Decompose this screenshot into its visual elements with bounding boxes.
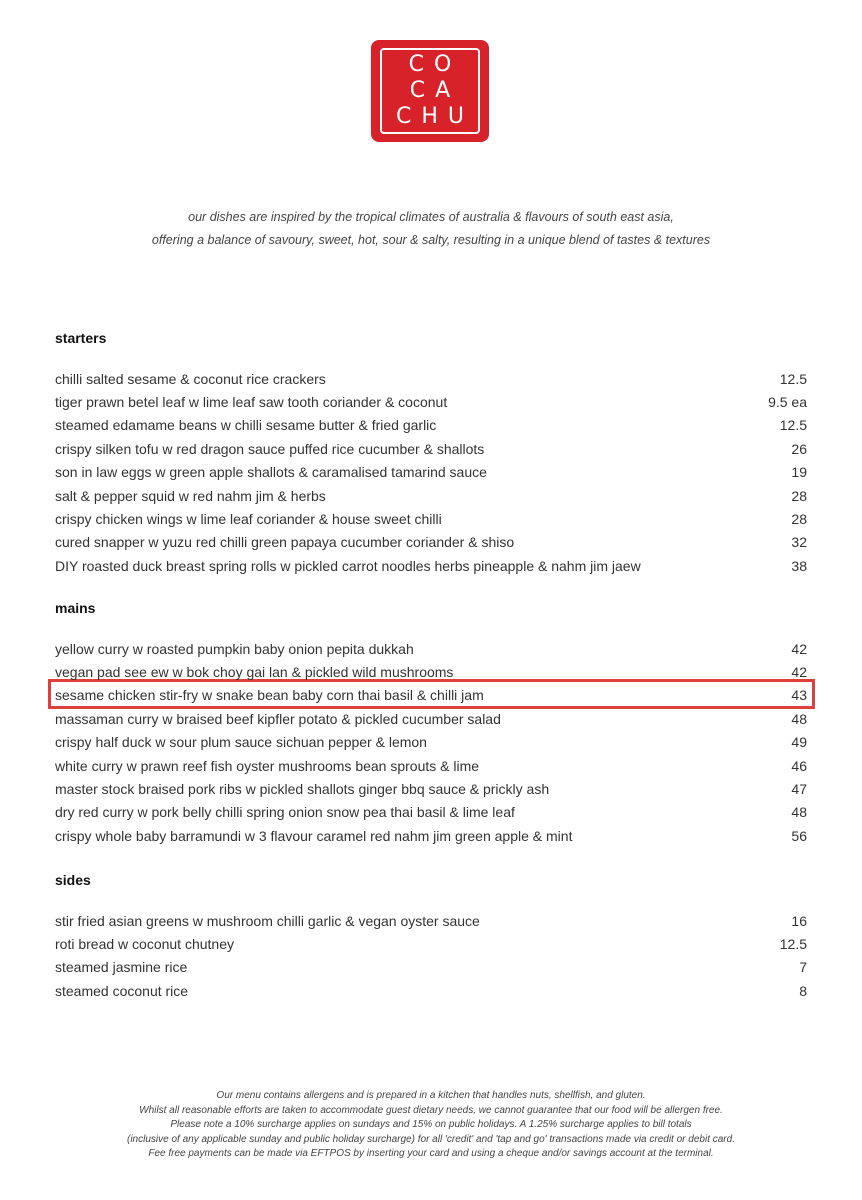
allergen-footer	[0, 1089, 862, 1162]
menu-item	[55, 932, 807, 955]
menu-item	[55, 660, 807, 683]
item-price: 48	[791, 804, 807, 821]
item-name: salt & pepper squid w red nahm jim & herbs	[55, 487, 326, 504]
item-price: 16	[791, 912, 807, 929]
item-name: steamed coconut rice	[55, 982, 189, 999]
menu-item	[55, 367, 807, 390]
menu-item	[55, 909, 807, 932]
item-name: steamed jasmine rice	[55, 959, 188, 976]
item-name: dry red curry w pork belly chilli spring onion snow pea thai basil & lime leaf	[55, 804, 515, 821]
item-price: 12.5	[779, 936, 807, 953]
item-name: cured snapper w yuzu red chilli green papaya cucumber coriander & shiso	[55, 534, 515, 551]
footer-line: Fee free payments can be made via EFTPOS by inserting your card and using a cheque and/or savings account at the terminal.	[148, 1148, 714, 1159]
menu-item	[55, 801, 807, 824]
starters-section	[55, 328, 807, 578]
item-name: stir fried asian greens w mushroom chilli garlic & vegan oyster sauce	[55, 912, 480, 929]
item-price: 19	[791, 464, 807, 481]
item-name: sesame chicken stir-fry w snake bean baby corn thai basil & chilli jam	[55, 687, 484, 704]
item-name: son in law eggs w green apple shallots & caramalised tamarind sauce	[55, 464, 487, 481]
menu-item	[55, 637, 807, 660]
section-title-mains: mains	[55, 600, 96, 616]
menu-item	[55, 777, 807, 800]
item-name: white curry w prawn reef fish oyster mushrooms bean sprouts & lime	[55, 757, 480, 774]
menu-item	[55, 461, 807, 484]
menu-item	[55, 554, 807, 577]
menu-item	[55, 824, 807, 847]
item-name: crispy whole baby barramundi w 3 flavour caramel red nahm jim green apple & mint	[55, 827, 573, 844]
item-price: 42	[791, 640, 807, 657]
footer-line: (inclusive of any applicable sunday and public holiday surcharge) for all 'credit' and 'tap and go' transactions made via credit or debit card.	[127, 1133, 735, 1145]
menu-item	[55, 390, 807, 413]
item-price: 56	[791, 827, 807, 844]
menu-item-highlighted	[55, 684, 807, 707]
item-name: master stock braised pork ribs w pickled shallots ginger bbq sauce & prickly ash	[55, 781, 550, 798]
menu-item	[55, 956, 807, 979]
item-price: 32	[791, 534, 807, 551]
item-name: massaman curry w braised beef kipfler potato & pickled cucumber salad	[55, 710, 501, 727]
section-title-sides: sides	[55, 872, 91, 888]
sides-section	[55, 870, 807, 1003]
item-price: 47	[791, 781, 807, 798]
footer-line: Our menu contains allergens and is prepared in a kitchen that handles nuts, shellfish, and gluten.	[216, 1090, 646, 1101]
item-name: crispy chicken wings w lime leaf coriander & house sweet chilli	[55, 511, 442, 528]
item-name: roti bread w coconut chutney	[55, 936, 234, 953]
menu-item	[55, 731, 807, 754]
item-price: 12.5	[779, 417, 807, 434]
logo-text-line-2: CA	[409, 78, 461, 103]
menu-item	[55, 414, 807, 437]
menu-item	[55, 979, 807, 1002]
item-price: 7	[799, 959, 807, 976]
intro-line: our dishes are inspired by the tropical climates of australia & flavours of south east asia,	[188, 210, 674, 224]
mains-list	[55, 637, 807, 848]
logo-frame	[380, 48, 480, 134]
cocachu-logo	[371, 40, 489, 142]
item-price: 46	[791, 757, 807, 774]
footer-line: Please note a 10% surcharge applies on sundays and 15% on public holidays. A 1.25% surcharge applies to bill totals	[170, 1119, 692, 1130]
menu-item	[55, 531, 807, 554]
item-name: vegan pad see ew w bok choy gai lan & pickled wild mushrooms	[55, 664, 454, 681]
menu-item	[55, 707, 807, 730]
item-price: 48	[791, 710, 807, 727]
menu-item	[55, 507, 807, 530]
item-price: 12.5	[779, 370, 807, 387]
item-name: crispy half duck w sour plum sauce sichuan pepper & lemon	[55, 734, 427, 751]
menu-item	[55, 437, 807, 460]
menu-item	[55, 754, 807, 777]
item-name: steamed edamame beans w chilli sesame butter & fried garlic	[55, 417, 437, 434]
item-price: 8	[799, 982, 807, 999]
logo-text-line-3: CHU	[395, 104, 474, 129]
logo-text-line-1: CO	[408, 52, 462, 77]
item-price: 28	[791, 487, 807, 504]
section-title-starters: starters	[55, 330, 107, 346]
starters-list	[55, 367, 807, 578]
item-price: 43	[791, 687, 807, 704]
mains-section	[55, 598, 807, 848]
item-price: 49	[791, 734, 807, 751]
item-price: 42	[791, 664, 807, 681]
item-name: tiger prawn betel leaf w lime leaf saw tooth coriander & coconut	[55, 394, 448, 411]
item-name: chilli salted sesame & coconut rice crackers	[55, 370, 326, 387]
footer-line: Whilst all reasonable efforts are taken to accommodate guest dietary needs, we cannot guarantee that our food will be allergen free.	[139, 1104, 723, 1116]
item-price: 28	[791, 511, 807, 528]
intro-line: offering a balance of savoury, sweet, hot, sour & salty, resulting in a unique blend of tastes & textures	[151, 233, 711, 247]
item-name: crispy silken tofu w red dragon sauce puffed rice cucumber & shallots	[55, 440, 485, 457]
item-price: 9.5 ea	[768, 394, 807, 411]
item-name: yellow curry w roasted pumpkin baby onion pepita dukkah	[55, 640, 414, 657]
item-name: DIY roasted duck breast spring rolls w pickled carrot noodles herbs pineapple & nahm jim jaew	[55, 557, 641, 574]
item-price: 26	[791, 440, 807, 457]
item-price: 38	[791, 557, 807, 574]
sides-list	[55, 909, 807, 1003]
menu-item	[55, 484, 807, 507]
intro-text	[0, 206, 862, 252]
